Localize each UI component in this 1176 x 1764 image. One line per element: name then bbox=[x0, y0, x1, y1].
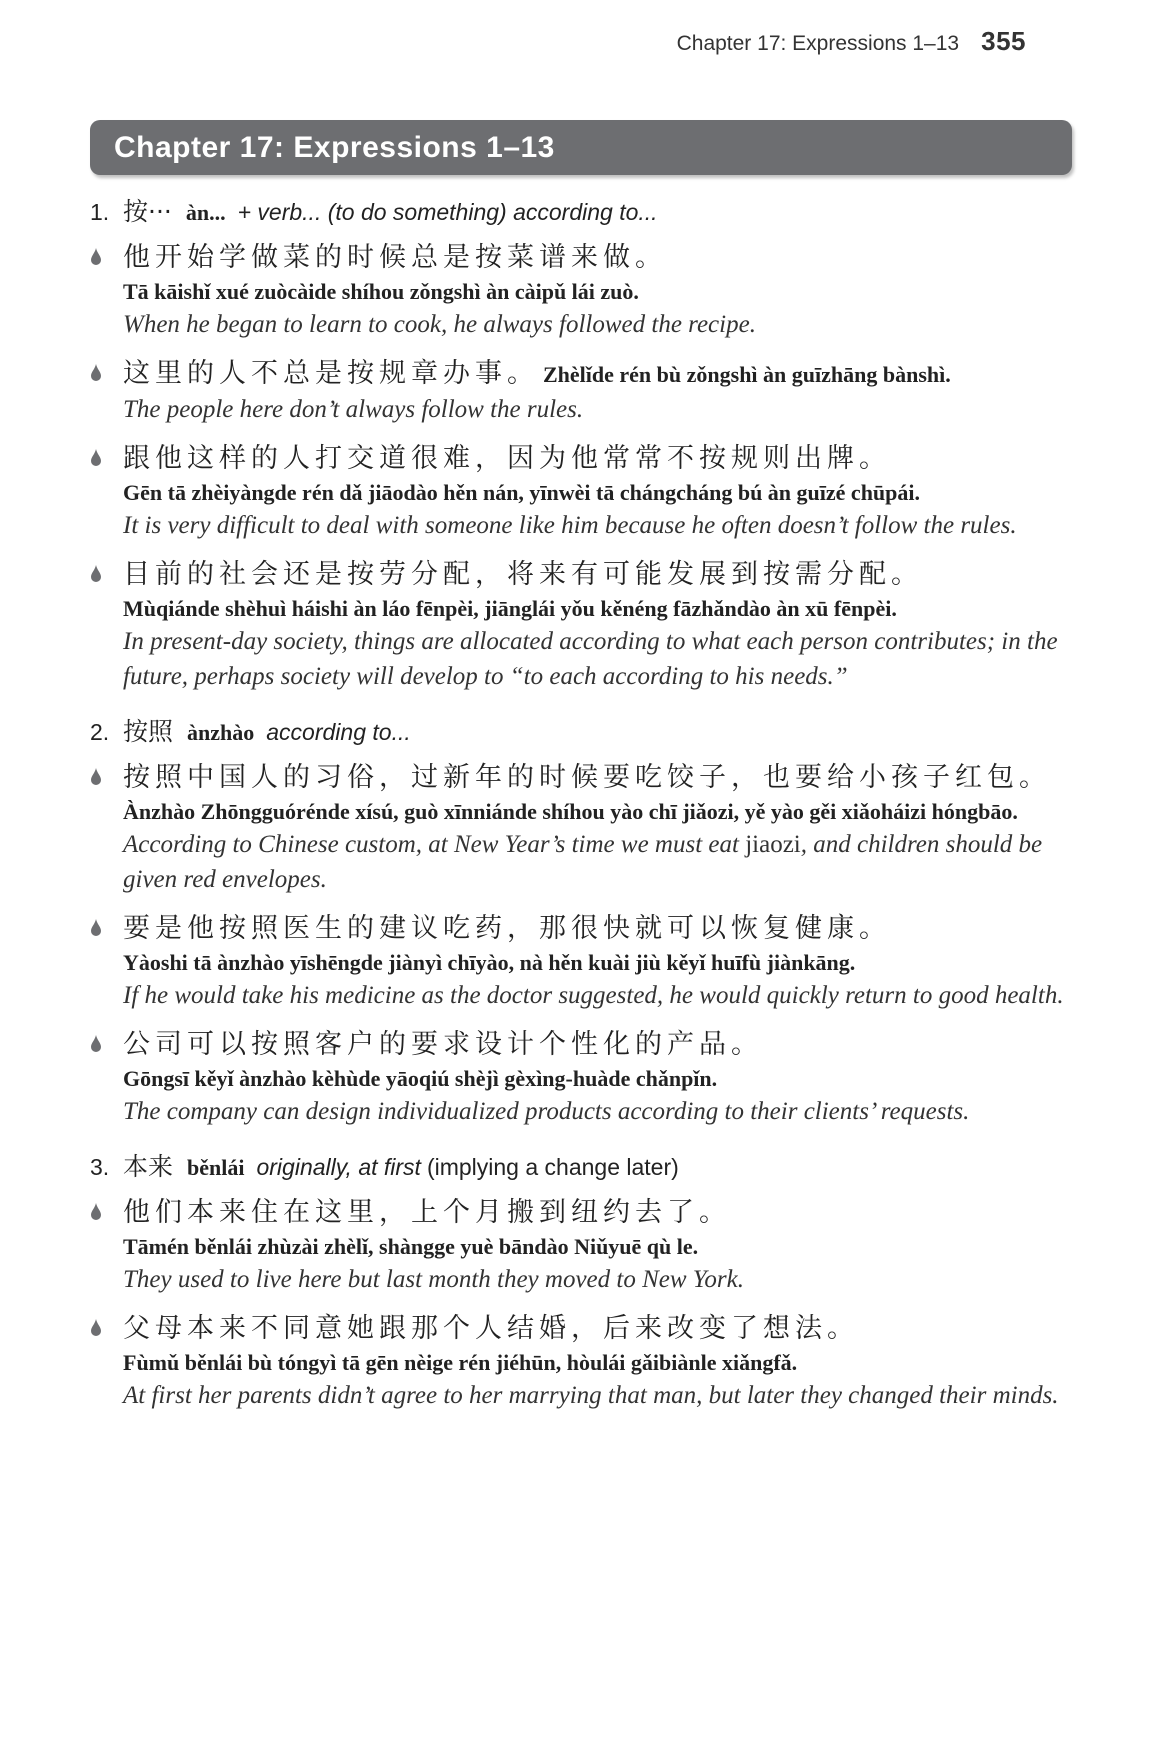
example-pinyin: Mùqiánde shèhuì háishi àn láo fēnpèi, jiānglái yǒu kěnéng fāzhǎndào àn xū fēnpèi. bbox=[123, 596, 897, 621]
example-chinese: 目前的社会还是按劳分配，将来有可能发展到按需分配。 bbox=[123, 559, 923, 590]
drop-bullet-icon bbox=[90, 563, 102, 583]
page-content bbox=[90, 192, 1080, 1427]
example-pinyin: Tāmén běnlái zhùzài zhèlǐ, shàngge yuè bāndào Niǔyuē qù le. bbox=[123, 1234, 699, 1259]
example-translation: When he began to learn to cook, he always followed the recipe. bbox=[123, 311, 756, 338]
drop-bullet-icon bbox=[90, 1317, 102, 1337]
drop-bullet-icon bbox=[90, 1033, 102, 1053]
expression-pinyin: běnlái bbox=[187, 1155, 245, 1180]
expression-note: (implying a change later) bbox=[426, 1154, 679, 1180]
example-item bbox=[90, 911, 1080, 1013]
expression-meaning: originally, at first bbox=[256, 1154, 421, 1180]
example-chinese: 公司可以按照客户的要求设计个性化的产品。 bbox=[123, 1029, 763, 1060]
example-pinyin: Zhèlǐde rén bù zǒngshì àn guīzhāng bànshì. bbox=[543, 362, 951, 387]
example-translation: If he would take his medicine as the doctor suggested, he would quickly return to good health. bbox=[123, 982, 1064, 1009]
expression-heading bbox=[90, 712, 1080, 748]
example-item bbox=[90, 240, 1080, 342]
example-item bbox=[90, 1027, 1080, 1129]
example-chinese: 跟他这样的人打交道很难，因为他常常不按规则出牌。 bbox=[123, 443, 891, 474]
example-translation: At first her parents didn’t agree to her marrying that man, but later they changed their minds. bbox=[123, 1382, 1059, 1409]
example-chinese: 父母本来不同意她跟那个人结婚，后来改变了想法。 bbox=[123, 1313, 859, 1344]
drop-bullet-icon bbox=[90, 362, 102, 382]
example-chinese-line bbox=[123, 356, 1080, 392]
example-pinyin: Gēn tā zhèiyàngde rén dǎ jiāodào hěn nán, yīnwèi tā chángcháng bú àn guīzé chūpái. bbox=[123, 480, 921, 505]
expression-heading bbox=[90, 1147, 1080, 1183]
example-chinese: 按照中国人的习俗，过新年的时候要吃饺子，也要给小孩子红包。 bbox=[123, 762, 1051, 793]
translation-roman-word: jiaozi bbox=[745, 831, 801, 858]
example-pinyin: Tā kāishǐ xué zuòcàide shíhou zǒngshì àn càipǔ lái zuò. bbox=[123, 279, 639, 304]
example-item bbox=[90, 1311, 1080, 1413]
example-chinese: 他们本来住在这里，上个月搬到纽约去了。 bbox=[123, 1197, 731, 1228]
running-head-title: Chapter 17: Expressions 1–13 bbox=[676, 32, 960, 55]
running-head bbox=[677, 26, 1026, 57]
translation-part: According to Chinese custom, at New Year’s time we must eat bbox=[123, 831, 746, 858]
example-item bbox=[90, 356, 1080, 427]
chapter-title: Chapter 17: Expressions 1–13 bbox=[114, 130, 555, 164]
expression-number: 1. bbox=[90, 199, 110, 225]
example-chinese: 他开始学做菜的时候总是按菜谱来做。 bbox=[123, 242, 667, 273]
drop-bullet-icon bbox=[90, 917, 102, 937]
expression-number: 3. bbox=[90, 1154, 110, 1180]
expression-number: 2. bbox=[90, 719, 110, 745]
expression-pinyin: ànzhào bbox=[187, 720, 255, 745]
drop-bullet-icon bbox=[90, 447, 102, 467]
example-item bbox=[90, 760, 1080, 897]
example-pinyin: Ànzhào Zhōngguórénde xísú, guò xīnniánde shíhou yào chī jiǎozi, yě yào gěi xiǎoháizi hóngbāo. bbox=[123, 799, 1018, 824]
example-pinyin: Gōngsī kěyǐ ànzhào kèhùde yāoqiú shèjì gèxìng-huàde chǎnpǐn. bbox=[123, 1066, 718, 1091]
example-item bbox=[90, 441, 1080, 543]
expression-meaning: according to... bbox=[266, 719, 411, 745]
example-translation: In present-day society, things are allocated according to what each person contributes; in the future, perhaps society will develop to “to each according to his needs.” bbox=[123, 628, 1058, 690]
chapter-banner bbox=[90, 120, 1072, 175]
example-translation: They used to live here but last month they moved to New York. bbox=[123, 1266, 744, 1293]
translation-part: , and children should be given red envelopes. bbox=[123, 831, 1043, 893]
example-chinese: 要是他按照医生的建议吃药，那很快就可以恢复健康。 bbox=[123, 913, 891, 944]
expression-hanzi: 按··· bbox=[123, 197, 172, 226]
example-translation: It is very difficult to deal with someone like him because he often doesn’t follow the rules. bbox=[123, 512, 1017, 539]
example-chinese: 这里的人不总是按规章办事。 bbox=[123, 358, 539, 389]
example-translation: The company can design individualized products according to their clients’ requests. bbox=[123, 1098, 970, 1125]
page-number: 355 bbox=[981, 26, 1026, 56]
expression-hanzi: 按照 bbox=[123, 717, 174, 746]
example-translation: The people here don’t always follow the rules. bbox=[123, 396, 584, 423]
example-pinyin: Yàoshi tā ànzhào yīshēngde jiànyì chīyào, nà hěn kuài jiù kěyǐ huīfù jiànkāng. bbox=[123, 950, 856, 975]
expression-pinyin: àn... bbox=[185, 200, 226, 225]
expression-heading bbox=[90, 192, 1080, 228]
example-item bbox=[90, 1195, 1080, 1297]
example-pinyin: Fùmǔ běnlái bù tóngyì tā gēn nèige rén jiéhūn, hòulái gǎibiànle xiǎngfǎ. bbox=[123, 1350, 798, 1375]
expression-hanzi: 本来 bbox=[123, 1152, 174, 1181]
drop-bullet-icon bbox=[90, 246, 102, 266]
example-item bbox=[90, 557, 1080, 694]
expression-meaning: + verb... (to do something) according to... bbox=[237, 199, 658, 225]
example-translation bbox=[123, 827, 1080, 897]
drop-bullet-icon bbox=[90, 1201, 102, 1221]
drop-bullet-icon bbox=[90, 766, 102, 786]
